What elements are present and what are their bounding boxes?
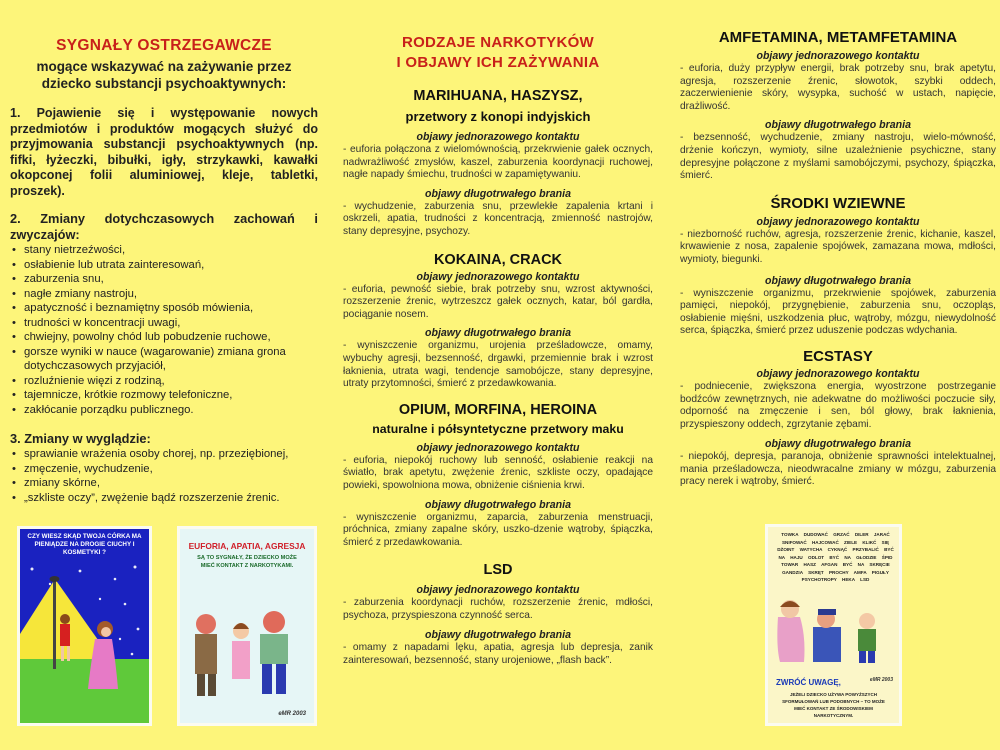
- long-term-heading: objawy długotrwałego brania: [765, 438, 911, 451]
- point-3-heading: 3. Zmiany w wyglądzie:: [10, 431, 151, 446]
- slang-word: PSYCHOTROPY: [801, 577, 843, 582]
- drug-name: MARIHUANA, HASZYSZ,: [413, 88, 583, 104]
- single-use-symptoms: - euforia, duży przypływ energii, brak potrzeby snu, brak apetytu, agresja, rozszerzenie źrenic, słowotok, szybki oddech, zaczerwienienie skóry, wysypka, suchość w ustach, napięcie, drażliwość.: [680, 63, 996, 112]
- slang-word: PRZYBALIĆ: [852, 547, 885, 552]
- slang-word: DUDOWAĆ: [803, 532, 834, 537]
- drug-section-opiates: [343, 401, 653, 550]
- list-item: • tajemnicze, krótkie rozmowy telefoniczne,: [10, 388, 318, 403]
- slang-word: HAJCOWAĆ: [811, 539, 845, 545]
- cartoon-1-caption: CZY WIESZ SKĄD TWOJA CÓRKA MA PIENIĄDZE NA DROGIE CIUCHY I KOSMETYKI ?: [27, 533, 142, 556]
- long-term-heading: objawy długotrwałego brania: [425, 498, 571, 511]
- drug-section-amphetamine: [680, 29, 996, 183]
- slang-word: ŚPID: [881, 554, 893, 560]
- slang-word: WATYCHA: [799, 547, 828, 552]
- drug-name: LSD: [483, 562, 513, 579]
- slang-word: ODLOT: [808, 554, 830, 560]
- subtitle-line-2: dziecko substancji psychoaktywnych:: [41, 76, 287, 91]
- point-1-new-items: 1. Pojawienie się i występowanie nowych przedmiotów i produktów mogących służyć do przyjmowania substancji psychoaktywnych (np. fifki, łyżeczki, bibułki, igły, strzykawki, kawałki okopconej folii aluminiowej, kleje, tabletki, proszek).: [10, 106, 318, 198]
- drug-name: OPIUM, MORFINA, HEROINA: [398, 401, 598, 418]
- drug-name: ECSTASY: [803, 347, 873, 365]
- night-street-illustration: [20, 529, 149, 723]
- single-use-heading: objawy jednorazowego kontaktu: [756, 367, 920, 380]
- long-term-symptoms: - bezsenność, wychudzenie, zmiany nastroju, wielo-mówność, drżenie kończyn, wymioty, silne uzależnienie psychiczne, stany depresyjne połączone z myślami samobójczymi, psychozy, śpiączka, śmierć.: [680, 132, 996, 182]
- slang-word: PIGUŁY: [871, 569, 889, 575]
- single-use-heading: objawy jednorazowego kontaktu: [416, 131, 580, 143]
- point-2-heading: 2. Zmiany dotychczasowych zachowań i zwyczajów:: [10, 211, 318, 242]
- slang-word: AMFA: [853, 569, 872, 575]
- drug-section-ecstasy: [680, 348, 996, 489]
- list-item: • apatyczność i beznamiętny sposób mówienia,: [10, 301, 318, 316]
- adults-and-boy-illustration: [768, 587, 899, 667]
- slang-word: BYĆ NA GŁODZIE: [829, 554, 882, 560]
- drug-types-column: [343, 0, 653, 668]
- single-use-heading: objawy jednorazowego kontaktu: [416, 270, 580, 283]
- long-term-symptoms: - wyniszczenie organizmu, urojenia prześladowcze, omamy, wybuchy agresji, bezsenność, drgawki, przemiennie brak i wzrost łaknienia, utrata wagi, tendencje samobójcze, stany depresyjne, utraty przytomności, śmierć z przedawkowania.: [343, 340, 653, 390]
- list-item: • chwiejny, powolny chód lub pobudzenie ruchowe,: [10, 330, 318, 345]
- list-item: • zakłócanie porządku publicznego.: [10, 403, 318, 418]
- list-item: • sprawianie wrażenia osoby chorej, np. przeziębionej,: [10, 447, 318, 462]
- slang-word: HEKA: [842, 577, 861, 582]
- slang-word: BYĆ NA HAJU: [778, 547, 894, 560]
- warning-signals-title: SYGNAŁY OSTRZEGAWCZE: [56, 37, 272, 54]
- more-drugs-column: [680, 0, 996, 489]
- slang-word: KLIKĆ SIĘ: [862, 539, 890, 545]
- list-item: • zaburzenia snu,: [10, 272, 318, 287]
- drug-subtitle: naturalne i półsyntetyczne przetwory maku: [372, 421, 624, 436]
- drug-name: AMFETAMINA, METAMFETAMINA: [718, 29, 958, 46]
- long-term-symptoms: - wyniszczenie organizmu, przekrwienie spojówek, zaburzenia pamięci, niepokój, przygnębienie, zaburzenia snu, oczopląs, osłabienie mięśni, uszkodzenia płuc, wątroby, mózgu, niewydolność serca, śpiączka, śmierć przez uduszenie podczas wdychania.: [680, 287, 996, 337]
- drug-types-title-line-2: I OBJAWY ICH ZAŻYWANIA: [396, 54, 600, 71]
- slang-word: DŻOINT: [777, 547, 800, 552]
- list-item: • zmiany skórne,: [10, 476, 318, 491]
- list-item: • rozluźnienie więzi z rodziną,: [10, 374, 318, 389]
- long-term-symptoms: - wychudzenie, zaburzenia snu, przewlekłe zapalenia krtani i oskrzeli, apatia, trudności z koncentracją, zmienność nastrojów, stany depresyjne, psychozy.: [343, 200, 653, 237]
- list-item: • gorsze wyniki w nauce (wagarowanie) zmiana grona dotychczasowych przyjaciół,: [10, 345, 318, 374]
- single-use-heading: objawy jednorazowego kontaktu: [416, 441, 580, 454]
- cartoon-2-headline: EUFORIA, APATIA, AGRESJA: [188, 541, 306, 551]
- drug-name: KOKAINA, CRACK: [433, 251, 563, 268]
- long-term-symptoms: - niepokój, depresja, paranoja, obniżenie sprawności intelektualnej, mania prześladowcza, nieodwracalne zmiany w mózgu, zaburzenia pracy nerek i wątroby, śmierć.: [680, 451, 996, 488]
- single-use-heading: objawy jednorazowego kontaktu: [756, 215, 920, 228]
- drug-section-lsd: [343, 561, 653, 667]
- cartoon-2-caption: SĄ TO SYGNAŁY, ŻE DZIECKO MOŻE MIEĆ KONTAKT Z NARKOTYKAMI.: [197, 555, 297, 569]
- long-term-heading: objawy długotrwałego brania: [765, 119, 911, 132]
- cartoon-euphoria-apathy-aggression: [177, 526, 317, 726]
- single-use-symptoms: - niezborność ruchów, agresja, rozszerzenie źrenic, kichanie, kaszel, krwawienie z nosa, zapalenie spojówek, zamazana mowa, mdłości, wymioty, biegunki.: [680, 228, 996, 265]
- slang-word: HASZ: [803, 562, 822, 567]
- slang-word: LSD: [860, 577, 870, 582]
- appearance-changes-list: [10, 447, 318, 505]
- long-term-symptoms: - omamy z napadami lęku, apatia, agresja lub depresja, zanik zainteresowań, bezsenność, stany urojeniowe, „flash back”.: [343, 642, 653, 667]
- single-use-symptoms: - euforia, pewność siebie, brak potrzeby snu, wzrost aktywności, rozszerzenie źrenic, wytrzeszcz gałek ocznych, katar, ból gardła, pociąganie nosem.: [343, 283, 653, 320]
- list-item: • nagłe zmiany nastroju,: [10, 287, 318, 302]
- drug-section-inhalants: [680, 195, 996, 338]
- long-term-heading: objawy długotrwałego brania: [425, 327, 571, 340]
- slang-word: JARAĆ: [873, 532, 890, 537]
- cartoon-3-headline: ZWRÓĆ UWAGĘ,: [776, 678, 841, 687]
- slang-word: GANDZIA: [782, 569, 809, 575]
- drug-types-title-line-1: RODZAJE NARKOTYKÓW: [401, 34, 595, 51]
- slang-word: DILER: [854, 532, 874, 537]
- list-item: • „szkliste oczy”, zwężenie bądź rozszerzenie źrenic.: [10, 491, 318, 506]
- cartoon-pay-attention-slang: [765, 524, 902, 726]
- drug-subtitle: przetwory z konopi indyjskich: [405, 109, 591, 124]
- cartoon-3-signature: eMR 2003: [869, 677, 893, 683]
- long-term-heading: objawy długotrwałego brania: [765, 274, 911, 287]
- slang-word: AFGAN: [821, 562, 843, 567]
- slang-word: TOWAR: [781, 562, 804, 567]
- long-term-symptoms: - wyniszczenie organizmu, zaparcia, zaburzenia menstruacji, próchnica, zmiany zapalne skóry, uszko-dzenie wątroby, śpiączka, śmierć z przedawkowania.: [343, 511, 653, 548]
- list-item: • zmęczenie, wychudzenie,: [10, 462, 318, 477]
- behavior-changes-list: [10, 243, 318, 417]
- single-use-symptoms: - euforia, niepokój ruchowy lub senność, osłabienie reakcji na światło, brak apetytu, zwężenie źrenic, szkliste oczy, opadające powieki, spowolniona mowa, obniżenie ciśnienia krwi.: [343, 454, 653, 491]
- drug-section-marijuana: [343, 87, 653, 239]
- warning-signals-column: [10, 0, 318, 505]
- long-term-heading: objawy długotrwałego brania: [425, 187, 571, 200]
- drug-name: ŚRODKI WZIEWNE: [770, 194, 906, 212]
- single-use-heading: objawy jednorazowego kontaktu: [416, 584, 580, 597]
- slang-word: ZIELE: [844, 539, 863, 545]
- slang-word: TOWKA: [781, 532, 804, 537]
- slang-word: SNIFOWAĆ: [781, 539, 812, 545]
- list-item: • stany nietrzeźwości,: [10, 243, 318, 258]
- single-use-symptoms: - zaburzenia koordynacji ruchów, rozszerzenie źrenic, mdłości, psychoza, przyspieszona czynność serca.: [343, 597, 653, 621]
- cartoon-2-signature: eMR 2003: [278, 711, 306, 717]
- cartoon-3-caption: JEŻELI DZIECKO UŻYWA POWYŻSZYCH SFORMUŁOWAŃ LUB PODOBNYCH – TO MOŻE MIEĆ KONTAKT ZE ŚRODOWISKIEM NARKOTYCZNYM.: [782, 692, 885, 718]
- slang-word: CYKNĄĆ: [827, 547, 853, 552]
- single-use-symptoms: - podniecenie, zwiększona energia, wyostrzone postrzeganie bodźców zewnętrznych, nie adekwatne do możliwości poczucie siły, odporność na zmęczenie i sen, ból głowy, brak łaknienia, przyspieszony oddech, zgrzytanie zębami.: [680, 380, 996, 430]
- slang-word: SKRĘT: [808, 569, 829, 575]
- slang-word: PROCHY: [828, 569, 854, 575]
- single-use-symptoms: - euforia połączona z wielomównością, przekrwienie gałek ocznych, nadwrażliwość zmysłów, kaszel, zaburzenia koordynacji ruchowej, nagłe napady śmiechu, trudności w zapamiętywaniu.: [343, 144, 653, 181]
- slang-word: BYĆ NA SKRĘCIE: [842, 562, 890, 567]
- three-people-illustration: [180, 589, 314, 709]
- drug-section-cocaine: [343, 251, 653, 391]
- cartoon-daughter-money: [17, 526, 152, 726]
- subtitle-line-1: mogące wskazywać na zażywanie przez: [36, 59, 292, 74]
- single-use-heading: objawy jednorazowego kontaktu: [756, 50, 920, 62]
- list-item: • trudności w koncentracji uwagi,: [10, 316, 318, 331]
- slang-word: GRZAĆ: [833, 532, 855, 537]
- long-term-heading: objawy długotrwałego brania: [425, 629, 571, 642]
- list-item: • osłabienie lub utrata zainteresowań,: [10, 258, 318, 273]
